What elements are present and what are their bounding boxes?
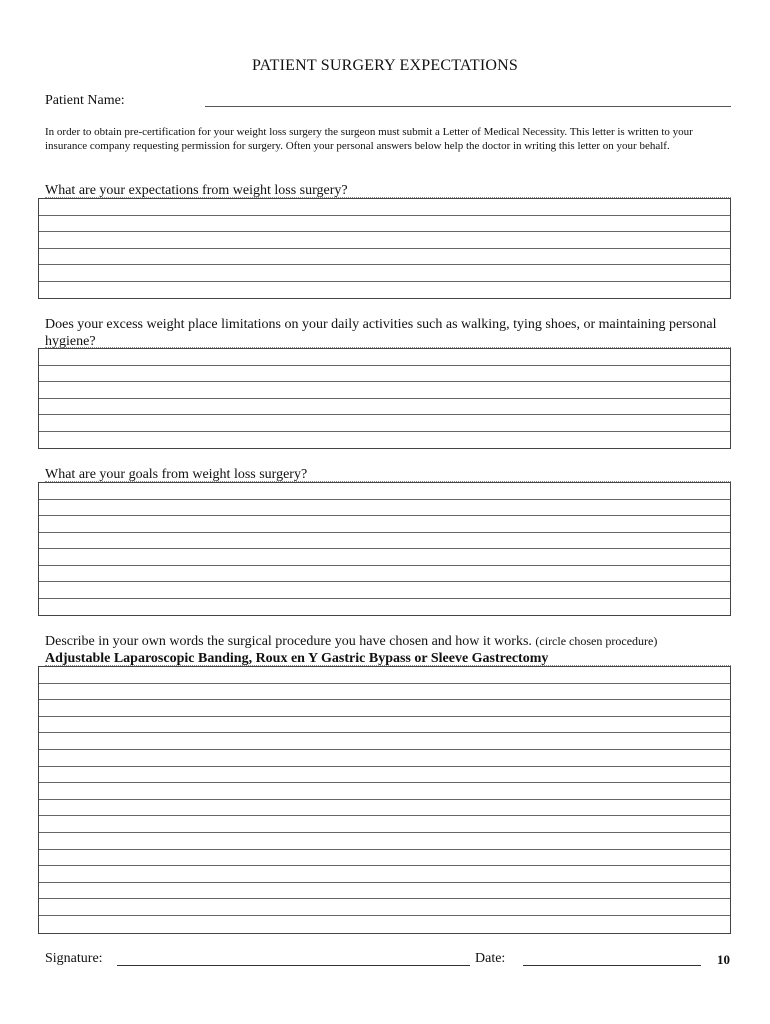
answer-line[interactable]: [39, 599, 730, 616]
answer-line[interactable]: [39, 549, 730, 566]
procedure-options[interactable]: Adjustable Laparoscopic Banding, Roux en Y Gastric Bypass or Sleeve Gastrectomy: [45, 651, 549, 666]
answer-line[interactable]: [39, 382, 730, 399]
page-title: PATIENT SURGERY EXPECTATIONS: [252, 57, 518, 74]
question-4-main: Describe in your own words the surgical procedure you have chosen and how it works.: [45, 634, 532, 649]
page-number: 10: [717, 952, 730, 967]
answer-line[interactable]: [39, 582, 730, 599]
intro-paragraph: In order to obtain pre-certification for your weight loss surgery the surgeon must submit a Letter of Medical Necessity. This letter is written to your insurance company requesting permission for surgery. Often your personal answers below help the doctor in writing this letter on your behalf.: [45, 126, 693, 152]
question-2-text: Does your excess weight place limitations on your daily activities such as walking, tying shoes, or maintaining personal hygiene?: [45, 317, 717, 349]
answer-line[interactable]: [39, 783, 730, 800]
patient-name-field[interactable]: [205, 106, 731, 107]
answer-line[interactable]: [39, 516, 730, 533]
answer-line[interactable]: [39, 216, 730, 233]
answer-line[interactable]: [39, 733, 730, 750]
question-3-text: What are your goals from weight loss surgery?: [45, 467, 308, 482]
answer-line[interactable]: [39, 883, 730, 900]
question-3-answer-box[interactable]: [38, 482, 731, 616]
question-1-text: What are your expectations from weight loss surgery?: [45, 183, 348, 198]
answer-line[interactable]: [39, 800, 730, 817]
signature-field[interactable]: [117, 965, 470, 966]
answer-line[interactable]: [39, 684, 730, 701]
answer-line[interactable]: [39, 349, 730, 366]
answer-line[interactable]: [39, 249, 730, 266]
answer-line[interactable]: [39, 816, 730, 833]
answer-line[interactable]: [39, 199, 730, 216]
answer-line[interactable]: [39, 399, 730, 416]
answer-line[interactable]: [39, 767, 730, 784]
answer-line[interactable]: [39, 282, 730, 299]
question-4-note: (circle chosen procedure): [535, 634, 658, 648]
answer-line[interactable]: [39, 899, 730, 916]
signature-label: Signature:: [45, 951, 103, 966]
answer-line[interactable]: [39, 500, 730, 517]
answer-line[interactable]: [39, 916, 730, 933]
question-2-answer-box[interactable]: [38, 348, 731, 449]
question-4-answer-box[interactable]: [38, 666, 731, 934]
date-label: Date:: [475, 951, 506, 966]
question-4-text: [45, 633, 745, 650]
answer-line[interactable]: [39, 750, 730, 767]
answer-line[interactable]: [39, 667, 730, 684]
answer-line[interactable]: [39, 566, 730, 583]
question-1-answer-box[interactable]: [38, 198, 731, 299]
answer-line[interactable]: [39, 232, 730, 249]
answer-line[interactable]: [39, 533, 730, 550]
answer-line[interactable]: [39, 700, 730, 717]
patient-name-label: Patient Name:: [45, 93, 125, 108]
answer-line[interactable]: [39, 833, 730, 850]
answer-line[interactable]: [39, 432, 730, 449]
answer-line[interactable]: [39, 850, 730, 867]
answer-line[interactable]: [39, 866, 730, 883]
answer-line[interactable]: [39, 415, 730, 432]
answer-line[interactable]: [39, 483, 730, 500]
answer-line[interactable]: [39, 265, 730, 282]
date-field[interactable]: [523, 965, 701, 966]
answer-line[interactable]: [39, 366, 730, 383]
answer-line[interactable]: [39, 717, 730, 734]
